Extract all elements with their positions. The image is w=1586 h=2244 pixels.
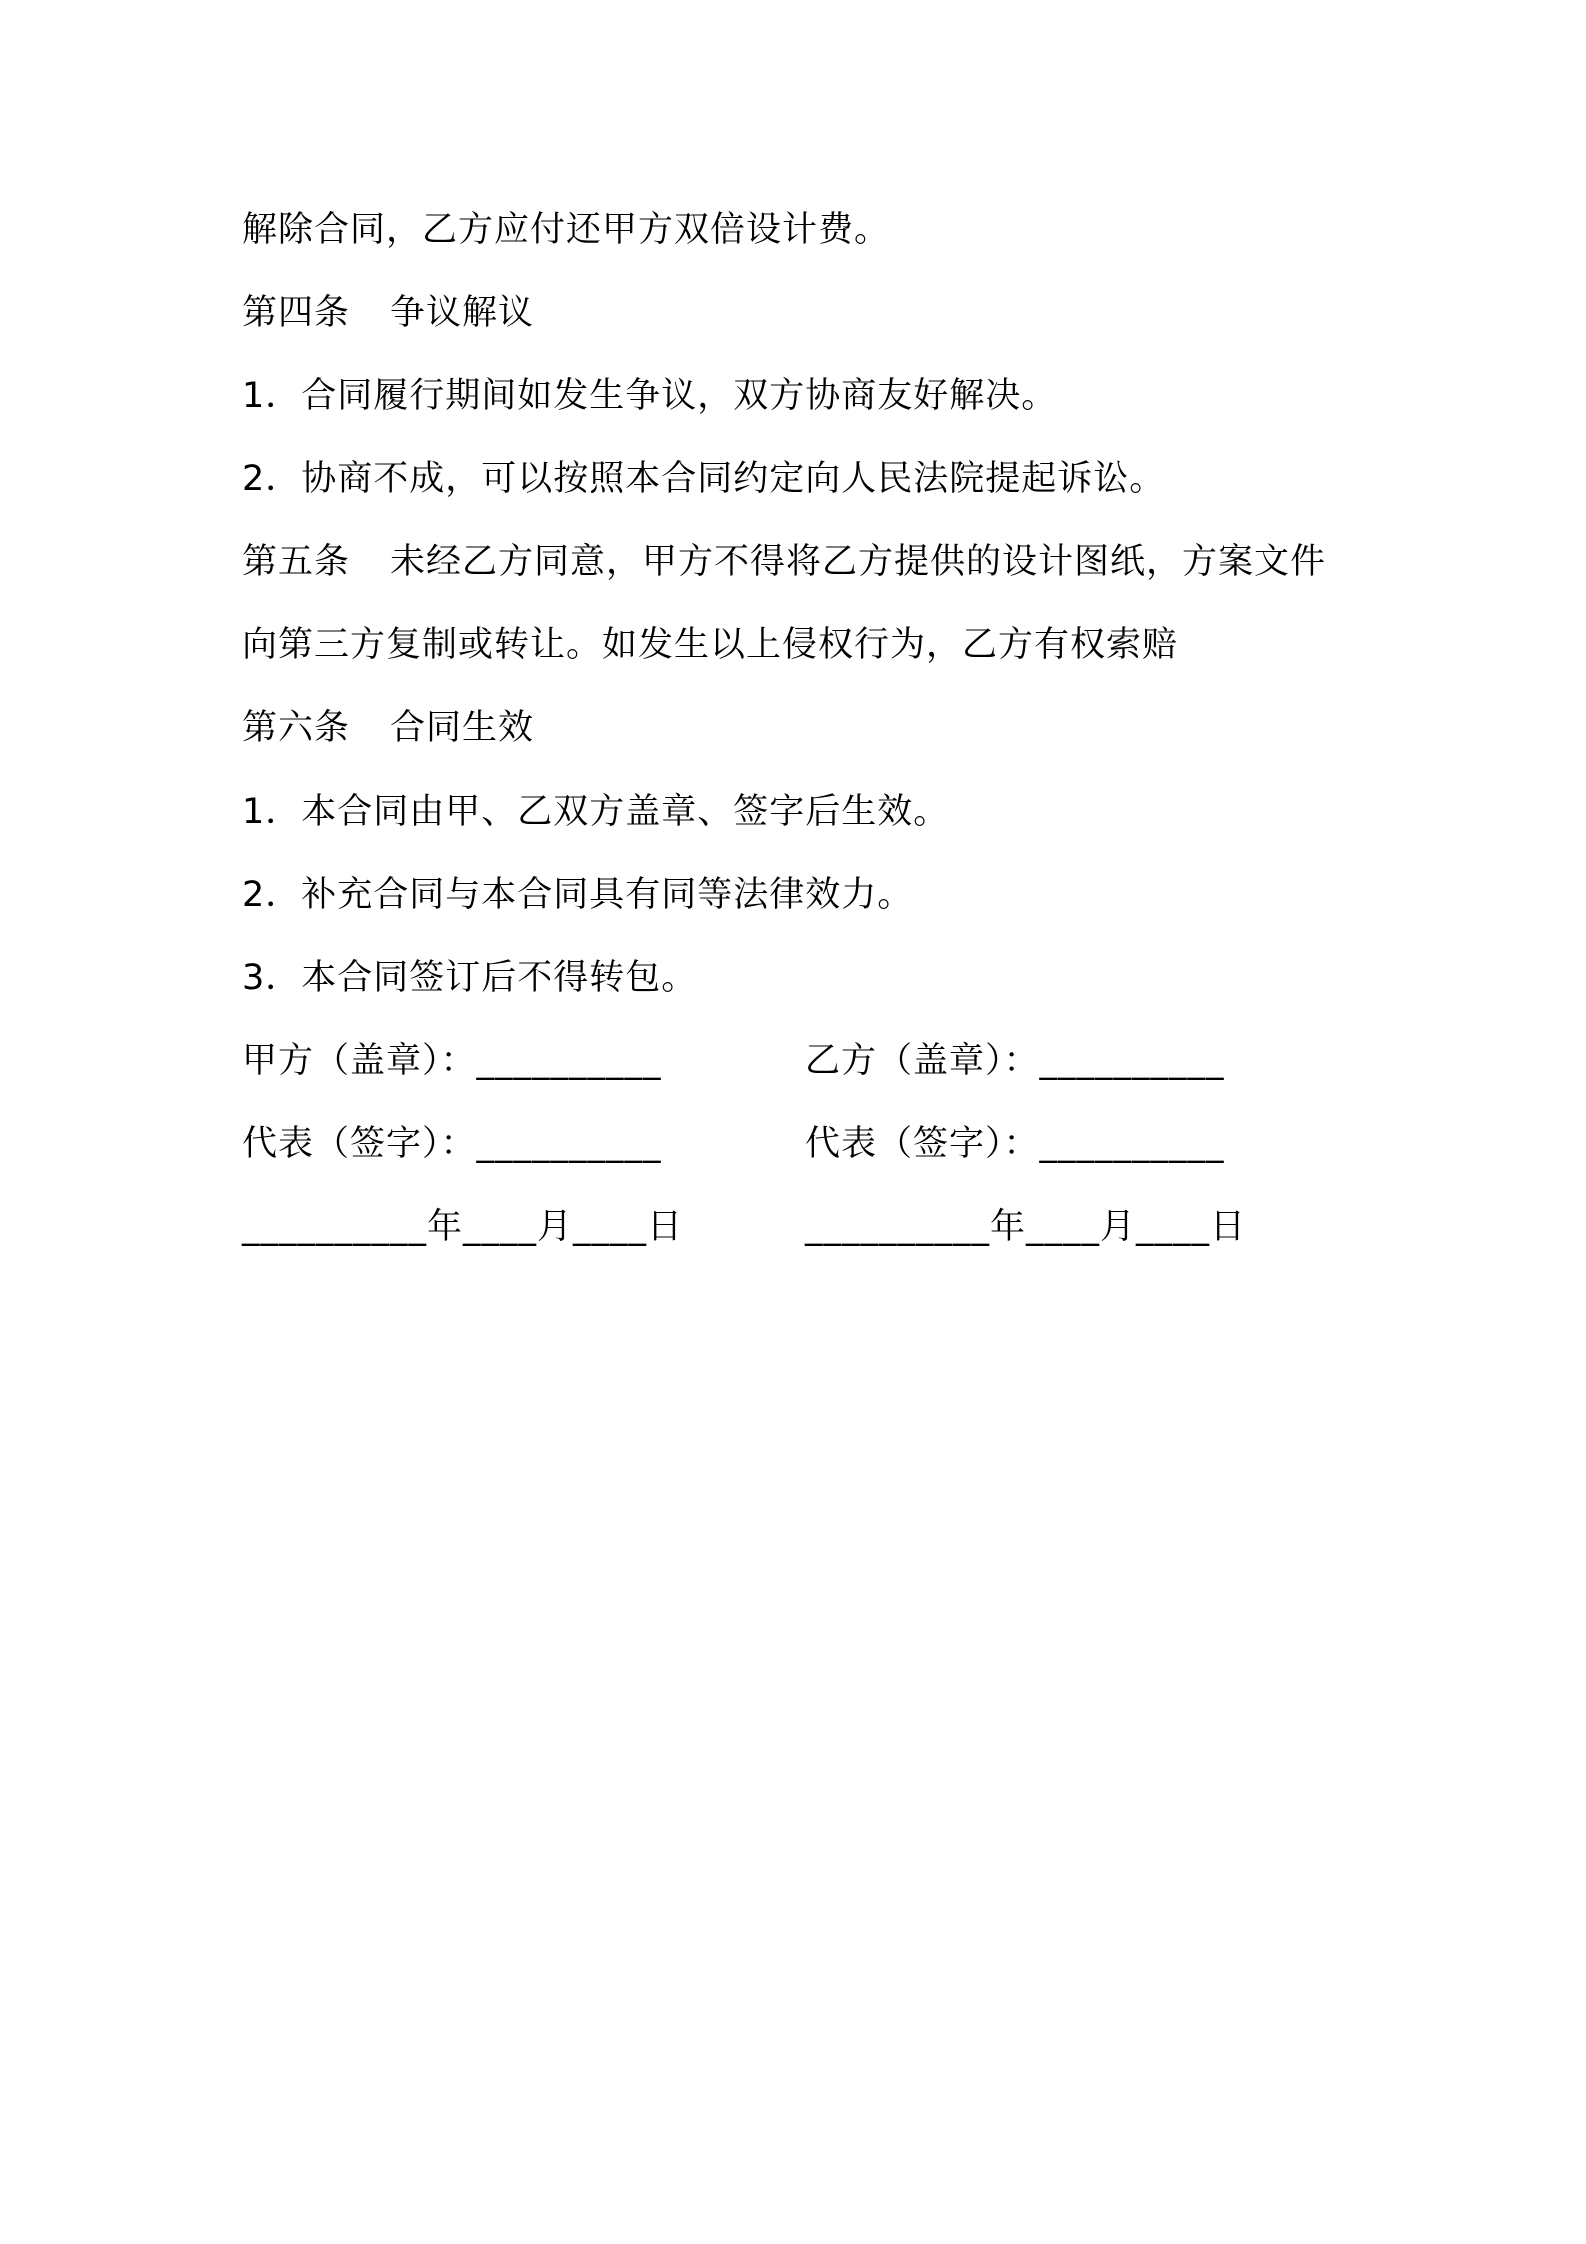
- article-4-title: 争议解议: [390, 293, 535, 333]
- party-b-date-line: __________年____月____日: [805, 1207, 1247, 1247]
- article-5-continuation: 向第三方复制或转让。如发生以上侵权行为，乙方有权索赔: [242, 625, 1179, 665]
- article-4-clause-2: 2．协商不成，可以按照本合同约定向人民法院提起诉讼。: [242, 459, 1166, 499]
- party-b-rep-line: 代表（签字）：__________: [805, 1124, 1225, 1164]
- article-4-number: 第四条: [242, 293, 351, 333]
- article-6-clause-1: 1．本合同由甲、乙双方盖章、签字后生效。: [242, 792, 950, 832]
- article-6-heading: [242, 703, 534, 753]
- party-a-rep-line: 代表（签字）：__________: [242, 1124, 662, 1164]
- article-5-number: 第五条: [242, 542, 351, 582]
- article-5-text: 未经乙方同意，甲方不得将乙方提供的设计图纸，方案文件: [390, 542, 1327, 582]
- article-6-number: 第六条: [242, 708, 351, 748]
- article-6-clause-3: 3．本合同签订后不得转包。: [242, 958, 698, 998]
- paragraph-termination: 解除合同，乙方应付还甲方双倍设计费。: [242, 210, 891, 250]
- article-4-clause-1: 1．合同履行期间如发生争议，双方协商友好解决。: [242, 376, 1058, 416]
- article-5-heading: [242, 537, 1326, 587]
- article-6-clause-2: 2．补充合同与本合同具有同等法律效力。: [242, 875, 914, 915]
- article-4-heading: [242, 288, 534, 338]
- party-a-seal-line: 甲方（盖章）：__________: [242, 1041, 662, 1081]
- article-6-title: 合同生效: [390, 708, 535, 748]
- party-a-date-line: __________年____月____日: [242, 1207, 684, 1247]
- party-b-seal-line: 乙方（盖章）：__________: [805, 1041, 1225, 1081]
